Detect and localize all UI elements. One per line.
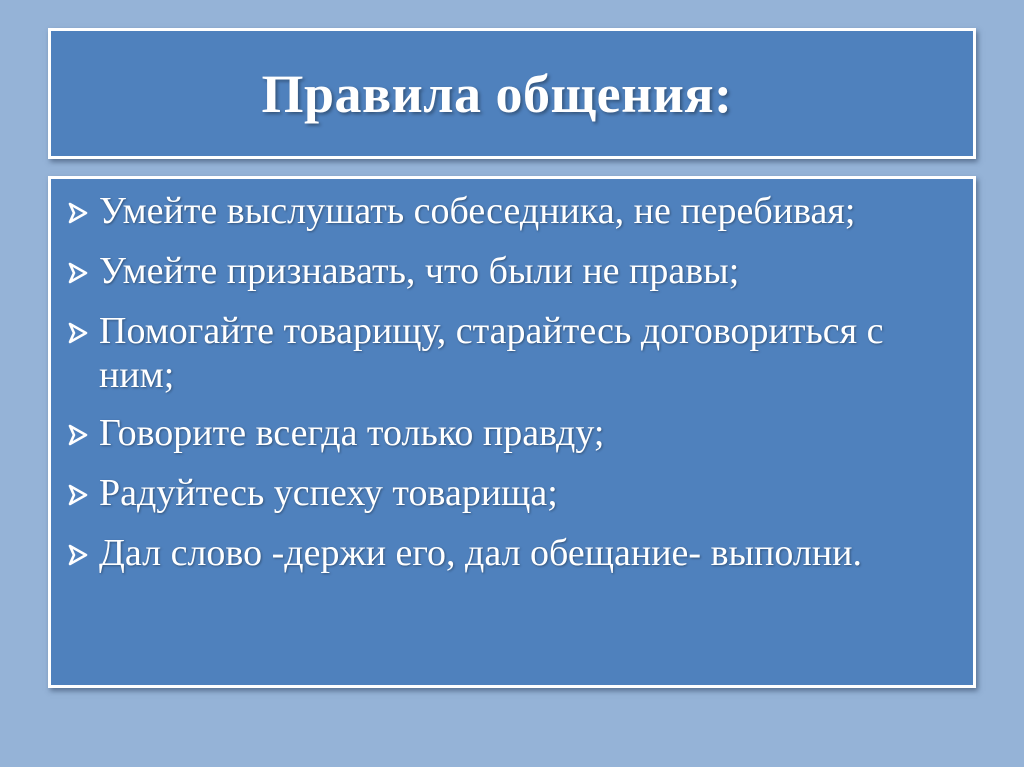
arrowhead-bullet-icon [67,531,95,577]
arrowhead-bullet-icon [67,249,95,295]
rule-text: Умейте признавать, что были не правы; [99,250,740,292]
content-panel [48,176,976,688]
list-item [67,249,933,295]
title-panel [48,28,976,159]
rule-text: Говорите всегда только правду; [99,412,605,454]
list-item [67,309,933,397]
arrowhead-bullet-icon [67,471,95,517]
slide-title: Правила общения: [261,63,733,124]
rule-text: Дал слово -держи его, дал обещание- выполни. [99,532,863,574]
rules-list [67,189,933,577]
list-item [67,411,933,457]
list-item [67,189,933,235]
list-item [67,471,933,517]
arrowhead-bullet-icon [67,411,95,457]
rule-text: Радуйтесь успеху товарища; [99,472,558,514]
arrowhead-bullet-icon [67,309,95,355]
list-item [67,531,933,577]
arrowhead-bullet-icon [67,189,95,235]
rule-text: Умейте выслушать собеседника, не перебивая; [99,190,856,232]
rule-text: Помогайте товарищу, старайтесь договориться с ним; [99,310,884,396]
